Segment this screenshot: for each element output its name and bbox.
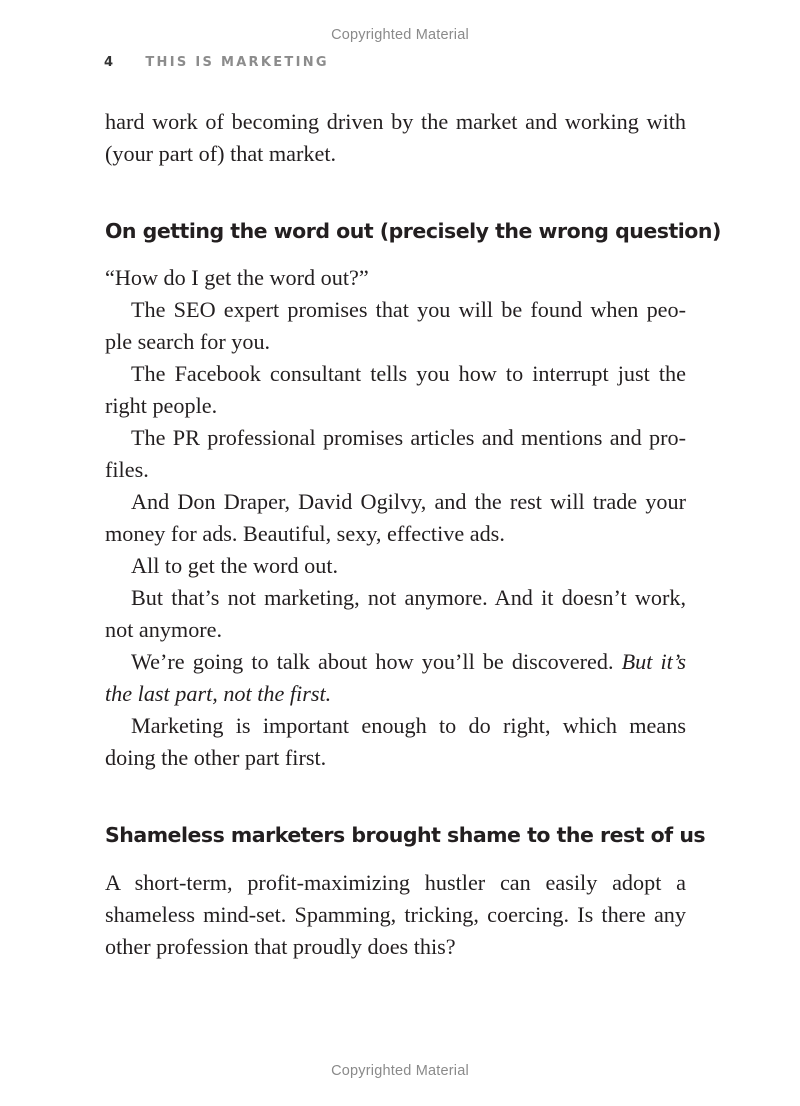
- closing-paragraph: Marketing is important enough to do right, which means doing the other part first.: [105, 713, 686, 770]
- section-heading-word-out: On getting the word out (precisely the wrong question): [105, 219, 721, 243]
- page-number: 4: [104, 55, 116, 70]
- running-title: THIS IS MARKETING: [145, 55, 329, 70]
- copyright-watermark-top: Copyrighted Material: [331, 27, 469, 43]
- word-out-paragraph: All to get the word out.: [131, 553, 339, 578]
- not-marketing-paragraph: But that’s not marketing, not anymore. And it doesn’t work, not anymore.: [105, 585, 686, 642]
- don-draper-paragraph: And Don Draper, David Ogilvy, and the rest will trade your money for ads. Beautiful, sexy, effective ads.: [105, 489, 686, 546]
- pr-paragraph: The PR professional promises articles and mentions and pro-files.: [105, 425, 686, 482]
- discovered-plain-text: We’re going to talk about how you’ll be discovered.: [131, 649, 622, 674]
- page-body: [105, 106, 721, 963]
- section-heading-shameless: Shameless marketers brought shame to the rest of us: [105, 823, 706, 847]
- opening-paragraph: hard work of becoming driven by the market and working with (your part of) that market.: [105, 109, 686, 166]
- discovered-paragraph: [105, 646, 686, 710]
- shameless-paragraph: A short-term, profit-maximizing hustler can easily adopt a shameless mind-set. Spamming, tricking, coercing. Is there any other profession that proudly does this?: [105, 870, 686, 959]
- seo-paragraph: The SEO expert promises that you will be found when peo-ple search for you.: [105, 297, 686, 354]
- discovered-italic-text: But it’s the last part, not the first.: [105, 649, 686, 706]
- running-header: [104, 55, 329, 70]
- quote-paragraph: “How do I get the word out?”: [105, 265, 369, 290]
- facebook-paragraph: The Facebook consultant tells you how to interrupt just the right people.: [105, 361, 686, 418]
- copyright-watermark-bottom: Copyrighted Material: [331, 1063, 469, 1079]
